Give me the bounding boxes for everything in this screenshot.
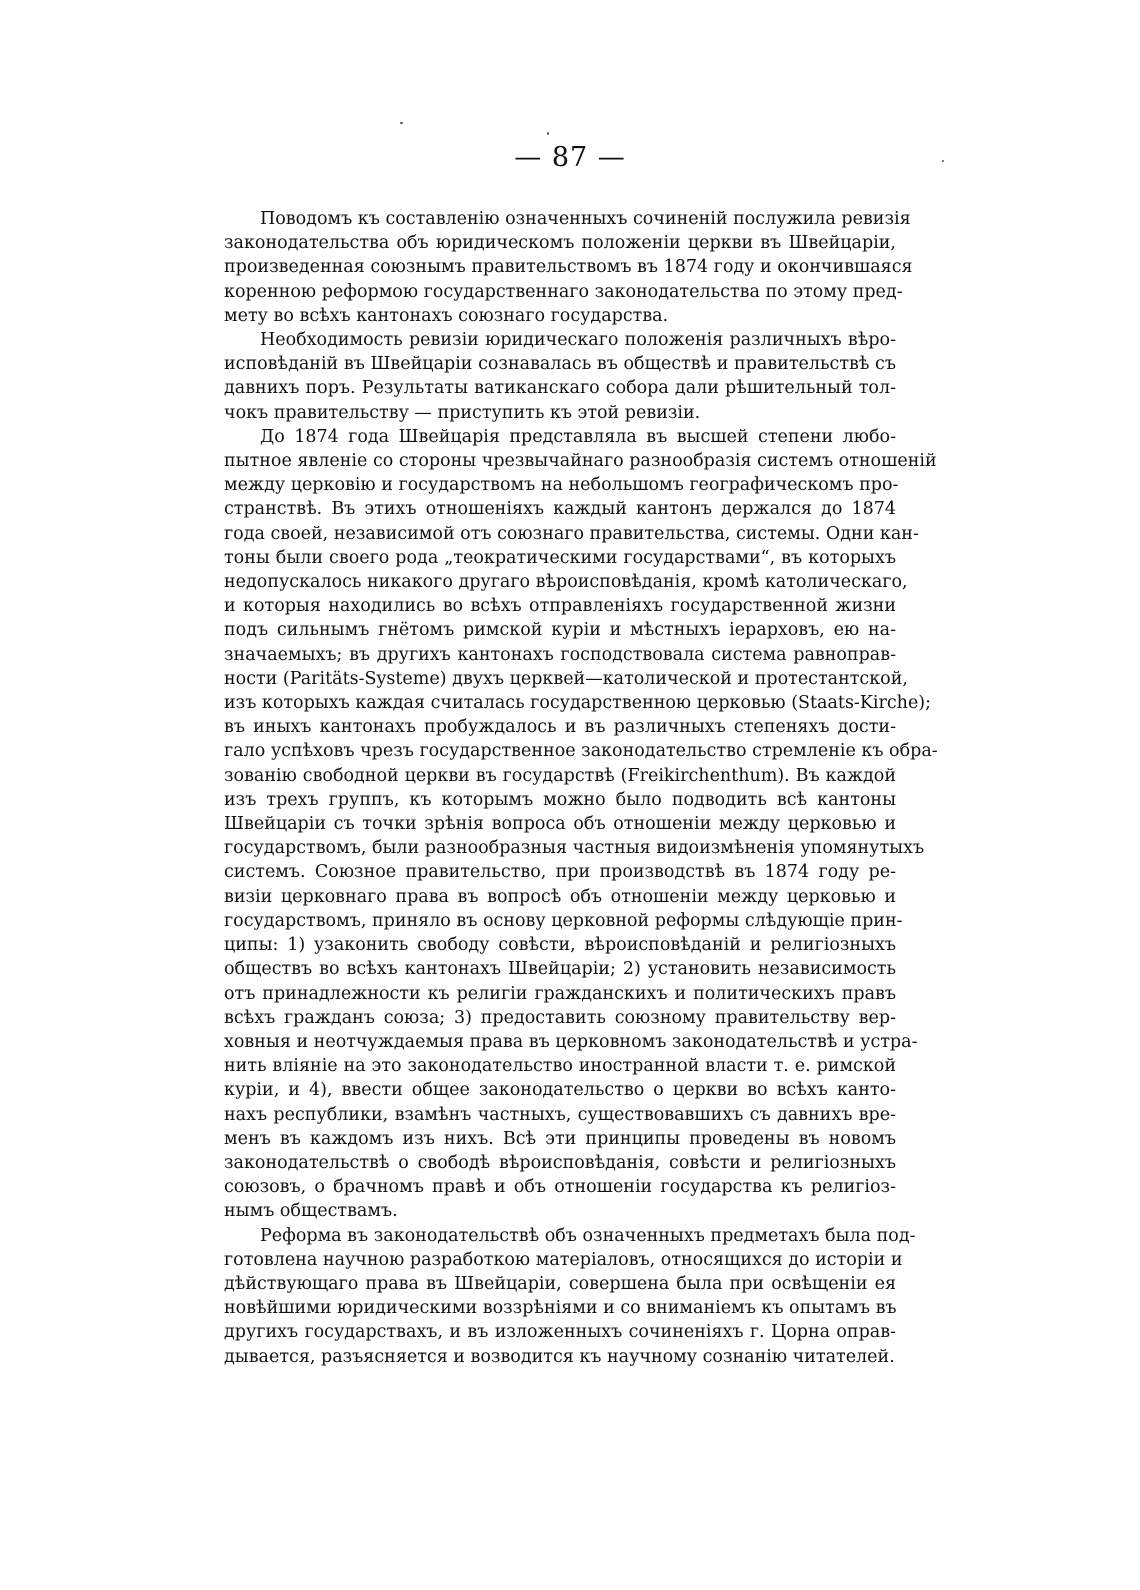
text-line: другихъ государствахъ, и въ изложенныхъ сочиненіяхъ г. Цорна оправ- <box>224 1322 896 1343</box>
text-line: визіи церковнаго права въ вопросѣ объ отношеніи между церковью и <box>224 886 896 907</box>
text-line: нить вліяніе на это законодательство иностранной власти т. е. римской <box>224 1056 896 1077</box>
text-line: ципы: 1) узаконить свободу совѣсти, вѣроисповѣданій и религіозныхъ <box>224 935 896 956</box>
text-line: менъ въ каждомъ изъ нихъ. Всѣ эти принципы проведены въ новомъ <box>224 1128 896 1149</box>
text-line: Необходимость ревизіи юридическаго положенія различныхъ вѣро- <box>260 330 896 351</box>
paragraph <box>224 1224 916 1369</box>
text-line: До 1874 года Швейцарія представляла въ высшей степени любо- <box>260 426 896 447</box>
text-line: ности (Paritäts-Systeme) двухъ церквей—католической и протестантской, <box>224 668 908 689</box>
text-line: дывается, разъясняется и возводится къ научному сознанію читателей. <box>224 1346 895 1367</box>
text-line: нахъ республики, взамѣнъ частныхъ, существовавшихъ съ давнихъ вре- <box>224 1104 896 1125</box>
text-line: изъ трехъ группъ, къ которымъ можно было подводить всѣ кантоны <box>224 789 896 810</box>
text-line: и которыя находились во всѣхъ отправленіяхъ государственной жизни <box>224 596 896 617</box>
text-line: нымъ обществамъ. <box>224 1201 398 1222</box>
text-line: года своей, независимой отъ союзнаго правительства, системы. Одни кан- <box>224 523 919 544</box>
text-line: чокъ правительству — приступить къ этой ревизіи. <box>224 402 701 423</box>
text-line: давнихъ поръ. Результаты ватиканскаго собора дали рѣшительный тол- <box>224 378 896 399</box>
text-line: подъ сильнымъ гнётомъ римской куріи и мѣстныхъ іерарховъ, ею на- <box>224 620 896 641</box>
paragraph <box>224 328 896 425</box>
page-number: — 87 — <box>514 142 626 173</box>
text-line: отъ принадлежности къ религіи гражданскихъ и политическихъ правъ <box>224 983 896 1004</box>
text-line: системъ. Союзное правительство, при производствѣ въ 1874 году ре- <box>224 862 896 883</box>
text-line: законодательства объ юридическомъ положеніи церкви въ Швейцаріи, <box>224 233 896 254</box>
text-line: значаемыхъ; въ другихъ кантонахъ господствовала система равноправ- <box>224 644 896 665</box>
text-line: Реформа въ законодательствѣ объ означенныхъ предметахъ была под- <box>260 1225 916 1246</box>
text-line: гало успѣховъ чрезъ государственное законодательство стремленіе къ обра- <box>224 741 938 762</box>
text-line: странствѣ. Въ этихъ отношеніяхъ каждый кантонъ держался до 1874 <box>224 499 896 520</box>
body-text <box>224 207 938 1369</box>
text-line: готовлена научною разработкою матеріаловъ, относящихся до исторіи и <box>224 1249 903 1270</box>
text-line: произведенная союзнымъ правительствомъ въ 1874 году и окончившаяся <box>224 257 913 278</box>
text-line: въ иныхъ кантонахъ пробуждалось и въ различныхъ степеняхъ дости- <box>224 717 896 738</box>
text-line: законодательствѣ о свободѣ вѣроисповѣданія, совѣсти и религіозныхъ <box>224 1152 896 1173</box>
text-line: куріи, и 4), ввести общее законодательство о церкви во всѣхъ канто- <box>224 1080 896 1101</box>
text-line: дѣйствующаго права въ Швейцаріи, совершена была при освѣщеніи ея <box>224 1273 896 1294</box>
text-line: изъ которыхъ каждая считалась государственною церковью (Staats-Kirche); <box>224 693 932 714</box>
text-line: коренною реформою государственнаго законодательства по этому пред- <box>224 281 903 302</box>
text-line: союзовъ, о брачномъ правѣ и объ отношеніи государства къ религіоз- <box>224 1177 896 1198</box>
scan-speck <box>400 122 403 124</box>
text-line: исповѣданій въ Швейцаріи сознавалась въ обществѣ и правительствѣ съ <box>224 354 896 375</box>
text-line: Поводомъ къ составленію означенныхъ сочиненій послужила ревизія <box>260 209 911 229</box>
text-line: мету во всѣхъ кантонахъ союзнаго государства. <box>224 305 669 326</box>
text-line: новѣйшими юридическими воззрѣніями и со вниманіемъ къ опытамъ въ <box>224 1298 897 1319</box>
text-line: государствомъ, приняло въ основу церковной реформы слѣдующіе прин- <box>224 910 903 931</box>
text-line: пытное явленіе со стороны чрезвычайнаго разнообразія системъ отношеній <box>224 451 937 472</box>
text-line: тоны были своего рода „теократическими государствами“, въ которыхъ <box>224 547 896 568</box>
text-line: между церковію и государствомъ на небольшомъ географическомъ про- <box>224 475 899 496</box>
text-line: обществъ во всѣхъ кантонахъ Швейцаріи; 2) установить независимость <box>224 959 896 980</box>
text-line: ховныя и неотчуждаемыя права въ церковномъ законодательствѣ и устра- <box>224 1031 918 1052</box>
text-line: Швейцаріи съ точки зрѣнія вопроса объ отношеніи между церковью и <box>224 814 896 835</box>
text-line: зованію свободной церкви въ государствѣ (Freikirchenthum). Въ каждой <box>224 765 896 786</box>
paragraph <box>224 207 913 328</box>
paragraph <box>224 425 938 1224</box>
text-line: недопускалось никакого другаго вѣроисповѣданія, кромѣ католическаго, <box>224 572 908 593</box>
scan-speck <box>547 132 549 135</box>
text-line: государствомъ, были разнообразныя частныя видоизмѣненія упомянутыхъ <box>224 838 925 859</box>
text-line: всѣхъ гражданъ союза; 3) предоставить союзному правительству вер- <box>224 1007 896 1028</box>
